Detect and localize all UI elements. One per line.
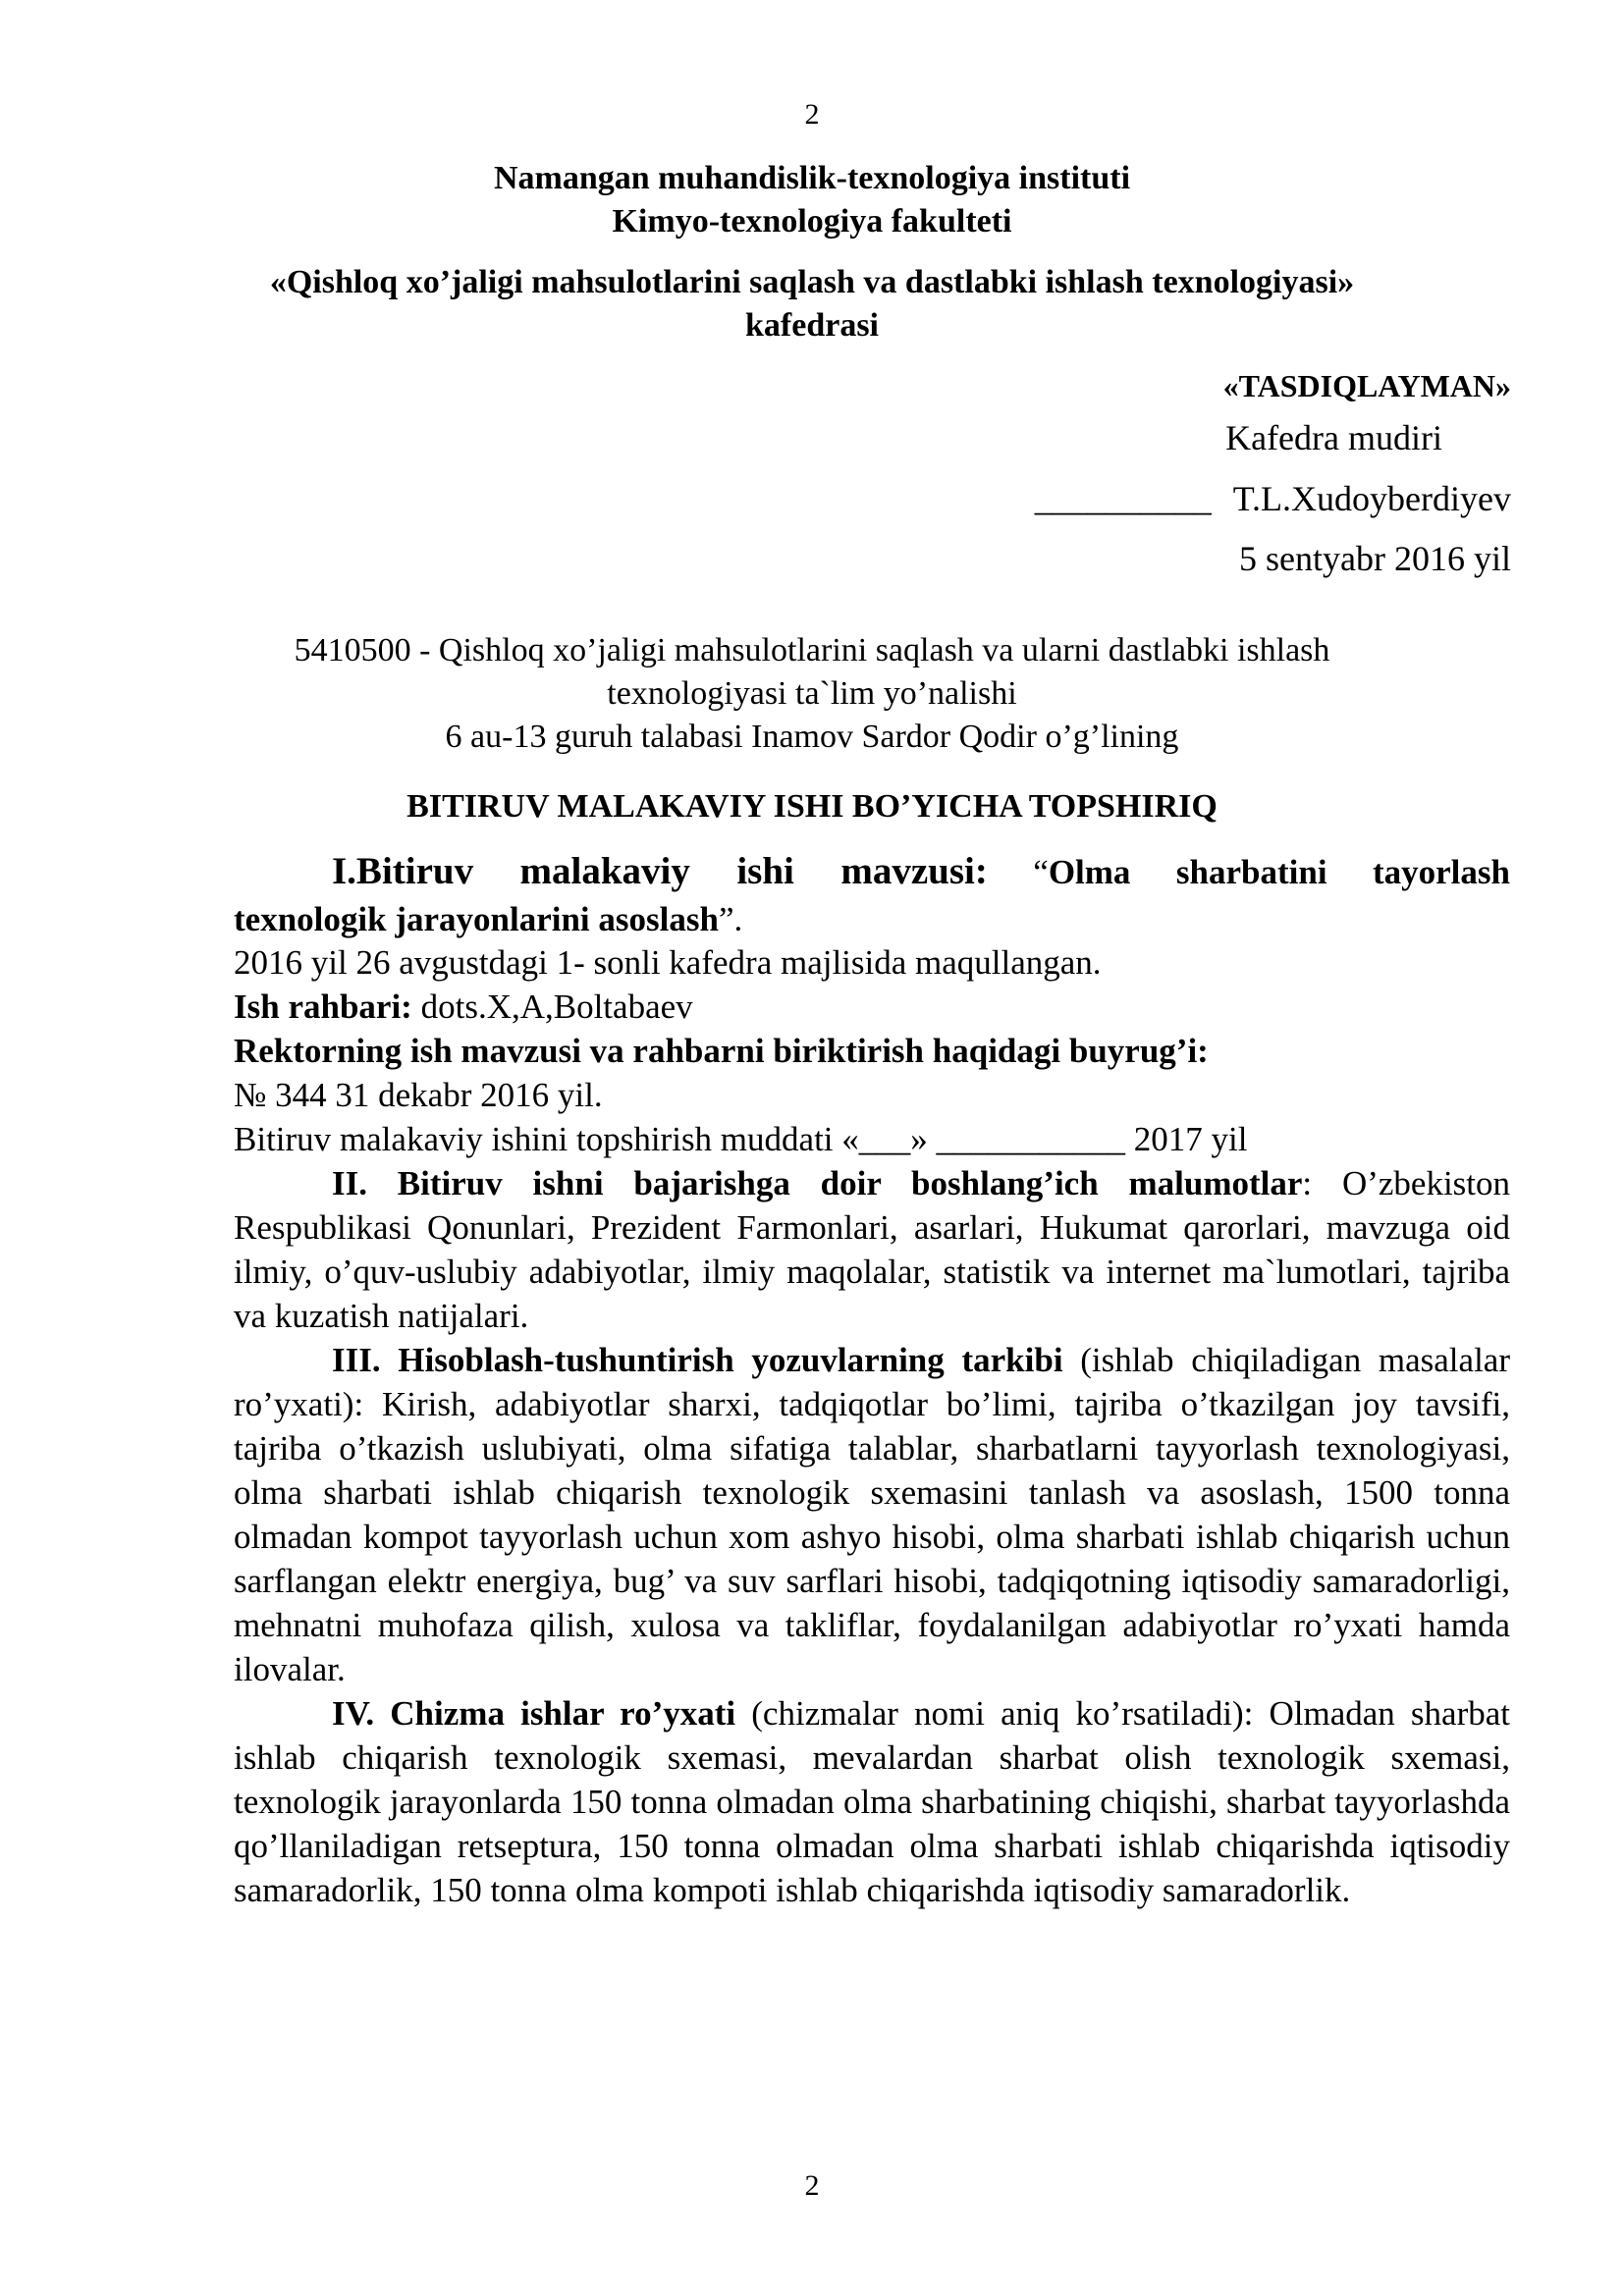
- approval-date: 5 sentyabr 2016 yil: [1239, 539, 1511, 578]
- approval-meeting: 2016 yil 26 avgustdagi 1- sonli kafedra majlisida maqullangan.: [234, 943, 1102, 982]
- student-program-line2: texnologiyasi ta`lim yo’nalishi: [607, 675, 1017, 712]
- section-1-topic-line1: [234, 848, 1510, 896]
- page-number-bottom: 2: [804, 2169, 820, 2202]
- section-1-topic-line2: [234, 896, 1510, 943]
- section-4: [234, 1691, 1510, 1912]
- order-value: № 344 31 dekabr 2016 yil.: [234, 1076, 603, 1114]
- page-number-top: 2: [804, 98, 820, 131]
- topic-line2: texnologik jarayonlarini asoslash: [234, 900, 719, 938]
- faculty-name: Kimyo-texnologiya fakulteti: [612, 203, 1012, 240]
- document-title: BITIRUV MALAKAVIY ISHI BO’YICHA TOPSHIRIQ: [406, 788, 1218, 825]
- student-program-line1: 5410500 - Qishloq xo’jaligi mahsulotlarini saqlash va ularni dastlabki ishlash: [294, 632, 1330, 668]
- approval-title: «TASDIQLAYMAN»: [1222, 368, 1511, 403]
- approval-name: T.L.Xudoyberdiyev: [1232, 479, 1511, 518]
- topic-close-quote: ”.: [718, 900, 743, 938]
- section-3: [234, 1338, 1510, 1691]
- student-name-line: 6 au-13 guruh talabasi Inamov Sardor Qodir o’g’lining: [445, 719, 1179, 755]
- approval-signature: [1035, 478, 1511, 519]
- topic-open-quote: “: [1033, 853, 1049, 891]
- section-1-label: I.Bitiruv malakaviy ishi mavzusi:: [332, 850, 988, 892]
- section-4-label: IV. Chizma ishlar ro’yxati: [332, 1694, 736, 1733]
- section-3-text: (ishlab chiqiladigan masalalar ro’yxati): Kirish, adabiyotlar sharxi, tadqiqotlar bo’limi, tajriba o’tkazilgan joy tavsifi, tajriba o’tkazish uslubiyati, olma sifatiga talablar, sharbatlarni tayyorlash texnologiyasi, olma sharbati ishlab chiqarish texnologik sxemasini tanlash va asoslash, 1500 tonna olmadan kompot tayyorlash uchun xom ashyo hisobi, olma sharbati ishlab chiqarish uchun sarflangan elektr energiya, bug’ va suv sarflari hisobi, tadqiqotning iqtisodiy samaradorligi, mehnatni muhofaza qilish, xulosa va takliflar, foydalanilgan adabiyotlar ro’yxati hamda ilovalar.: [234, 1341, 1510, 1688]
- approval-position: Kafedra mudiri: [1225, 418, 1442, 457]
- order-label: Rektorning ish mavzusi va rahbarni biriktirish haqidagi buyrug’i:: [234, 1032, 1209, 1070]
- topic-line1: Olma sharbatini tayorlash: [1048, 853, 1510, 891]
- deadline-line: Bitiruv malakaviy ishini topshirish muddati «___» ___________ 2017 yil: [234, 1120, 1248, 1158]
- institute-name: Namangan muhandislik-texnologiya instituti: [493, 160, 1131, 196]
- signature-line: __________: [1034, 479, 1212, 518]
- supervisor-value: dots.X,A,Boltabaev: [411, 988, 693, 1026]
- section-1: [234, 848, 1510, 943]
- section-2-label: II. Bitiruv ishni bajarishga doir boshlang’ich malumotlar: [332, 1164, 1303, 1202]
- supervisor-line: [234, 985, 693, 1029]
- supervisor-label: Ish rahbari:: [234, 988, 412, 1026]
- section-4-text: (chizmalar nomi aniq ko’rsatiladi): Olmadan sharbat ishlab chiqarish texnologik sxemasi, mevalardan sharbat olish texnologik sxemasi, texnologik jarayonlarda 150 tonna olmadan olma sharbatining chiqishi, sharbat tayyorlashda qo’llaniladigan retseptura, 150 tonna olmadan olma sharbati ishlab chiqarishda iqtisodiy samaradorlik, 150 tonna olma kompoti ishlab chiqarishda iqtisodiy samaradorlik.: [234, 1694, 1510, 1909]
- section-2-text: : O’zbekiston Respublikasi Qonunlari, Prezident Farmonlari, asarlari, Hukumat qarorlari, mavzuga oid ilmiy, o’quv-uslubiy adabiyotlar, ilmiy maqolalar, statistik va internet ma`lumotlari, tajriba va kuzatish natijalari.: [234, 1164, 1511, 1335]
- department-name-line2: kafedrasi: [745, 307, 879, 344]
- section-2: [234, 1161, 1510, 1338]
- section-3-label: III. Hisoblash-tushuntirish yozuvlarning tarkibi: [332, 1341, 1063, 1379]
- department-name-line1: «Qishloq xo’jaligi mahsulotlarini saqlash va dastlabki ishlash texnologiyasi»: [269, 264, 1355, 300]
